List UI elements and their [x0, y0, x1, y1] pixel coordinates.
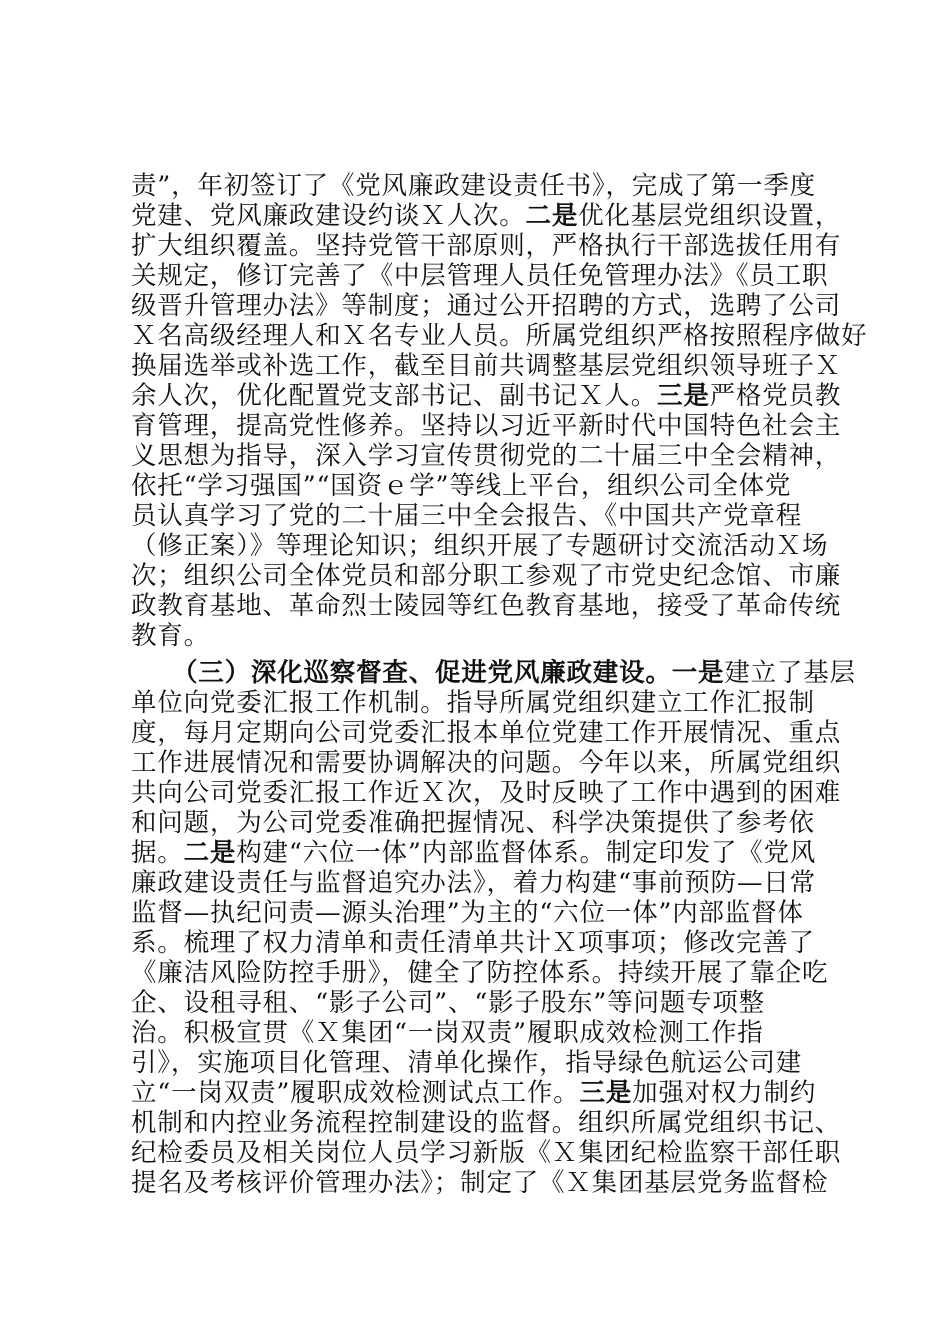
text-segment: 次；组织公司全体党员和部分职工参观了市党史纪念馆、市廉: [131, 561, 842, 591]
bold-text-segment: 二是: [183, 838, 237, 868]
text-segment: 纪检委员及相关岗位人员学习新版《Ｘ集团纪检监察干部任职: [131, 1138, 842, 1168]
text-segment: 构建“六位一体”内部监督体系。制定印发了《党风: [236, 838, 817, 868]
text-segment: 育管理，提高党性修养。坚持以习近平新时代中国特色社会主: [131, 411, 842, 441]
text-segment: 义思想为指导，深入学习宣传贯彻党的二十届三中全会精神，: [131, 441, 842, 471]
text-segment: 企、设租寻租、“影子公司”、“影子股东”等问题专项整: [131, 988, 765, 1018]
text-segment: 引》，实施项目化管理、清单化操作，指导绿色航运公司建: [131, 1048, 803, 1078]
text-segment: Ｘ名高级经理人和Ｘ名专业人员。所属党组织严格按照程序做好: [131, 321, 868, 351]
text-segment: 依托“学习强国”“国资ｅ学”等线上平台，组织公司全体党: [131, 471, 792, 501]
text-segment: 建立了基层: [724, 658, 856, 688]
text-segment: 系。梳理了权力清单和责任清单共计Ｘ项事项；修改完善了: [131, 928, 815, 958]
text-segment: 加强对权力制约: [632, 1078, 817, 1108]
text-line: [131, 1165, 828, 1201]
text-segment: 教育。: [131, 621, 210, 651]
text-segment: 《廉洁风险防控手册》，健全了防控体系。持续开展了靠企吃: [131, 958, 829, 988]
text-segment: 和问题，为公司党委准确把握情况、科学决策提供了参考依: [131, 808, 815, 838]
bold-text-segment: 二是: [525, 201, 579, 231]
text-segment: （修正案）》等理论知识；组织开展了专题研讨交流活动Ｘ场: [131, 531, 829, 561]
bold-text-segment: 三是: [579, 1078, 633, 1108]
text-segment: 党建、党风廉政建设约谈Ｘ人次。: [131, 201, 526, 231]
text-line: [131, 588, 841, 624]
text-segment: 工作进展情况和需要协调解决的问题。今年以来，所属党组织: [131, 748, 842, 778]
text-segment: 余人次，优化配置党支部书记、副书记Ｘ人。: [131, 381, 658, 411]
text-segment: 级晋升管理办法》等制度；通过公开招聘的方式，选聘了公司: [131, 291, 842, 321]
text-segment: 政教育基地、革命烈士陵园等红色教育基地，接受了革命传统: [131, 591, 842, 621]
text-segment: 责”，年初签订了《党风廉政建设责任书》，完成了第一季度: [131, 171, 816, 201]
bold-text-segment: （三）深化巡察督查、促进党风廉政建设。一是: [172, 658, 725, 688]
text-segment: 据。: [131, 838, 184, 868]
text-line: [131, 618, 210, 654]
text-segment: 监督—执纪问责—源头治理”为主的“六位一体”内部监督体: [131, 898, 804, 928]
text-segment: 换届选举或补选工作，截至目前共调整基层党组织领导班子Ｘ: [131, 351, 842, 381]
text-segment: 度，每月定期向公司党委汇报本单位党建工作开展情况、重点: [131, 718, 842, 748]
text-segment: 廉政建设责任与监督追究办法》，着力构建“事前预防—日常: [131, 868, 816, 898]
text-segment: 优化基层党组织设置，: [578, 201, 842, 231]
text-segment: 共向公司党委汇报工作近Ｘ次，及时反映了工作中遇到的困难: [131, 778, 842, 808]
text-segment: 严格党员教: [709, 381, 842, 411]
text-segment: 立“一岗双责”履职成效检测试点工作。: [131, 1078, 580, 1108]
text-segment: 机制和内控业务流程控制建设的监督。组织所属党组织书记、: [131, 1108, 842, 1138]
bold-text-segment: 三是: [657, 381, 710, 411]
text-segment: 关规定，修订完善了《中层管理人员任免管理办法》《员工职: [131, 261, 829, 291]
text-segment: 员认真学习了党的二十届三中全会报告、《中国共产党章程: [131, 501, 803, 531]
text-segment: 扩大组织覆盖。坚持党管干部原则，严格执行干部选拔任用有: [131, 231, 842, 261]
text-segment: 治。积极宣贯《Ｘ集团“一岗双责”履职成效检测工作指: [131, 1018, 764, 1048]
text-segment: 提名及考核评价管理办法》；制定了《Ｘ集团基层党务监督检: [131, 1168, 829, 1198]
text-segment: 单位向党委汇报工作机制。指导所属党组织建立工作汇报制: [131, 688, 815, 718]
